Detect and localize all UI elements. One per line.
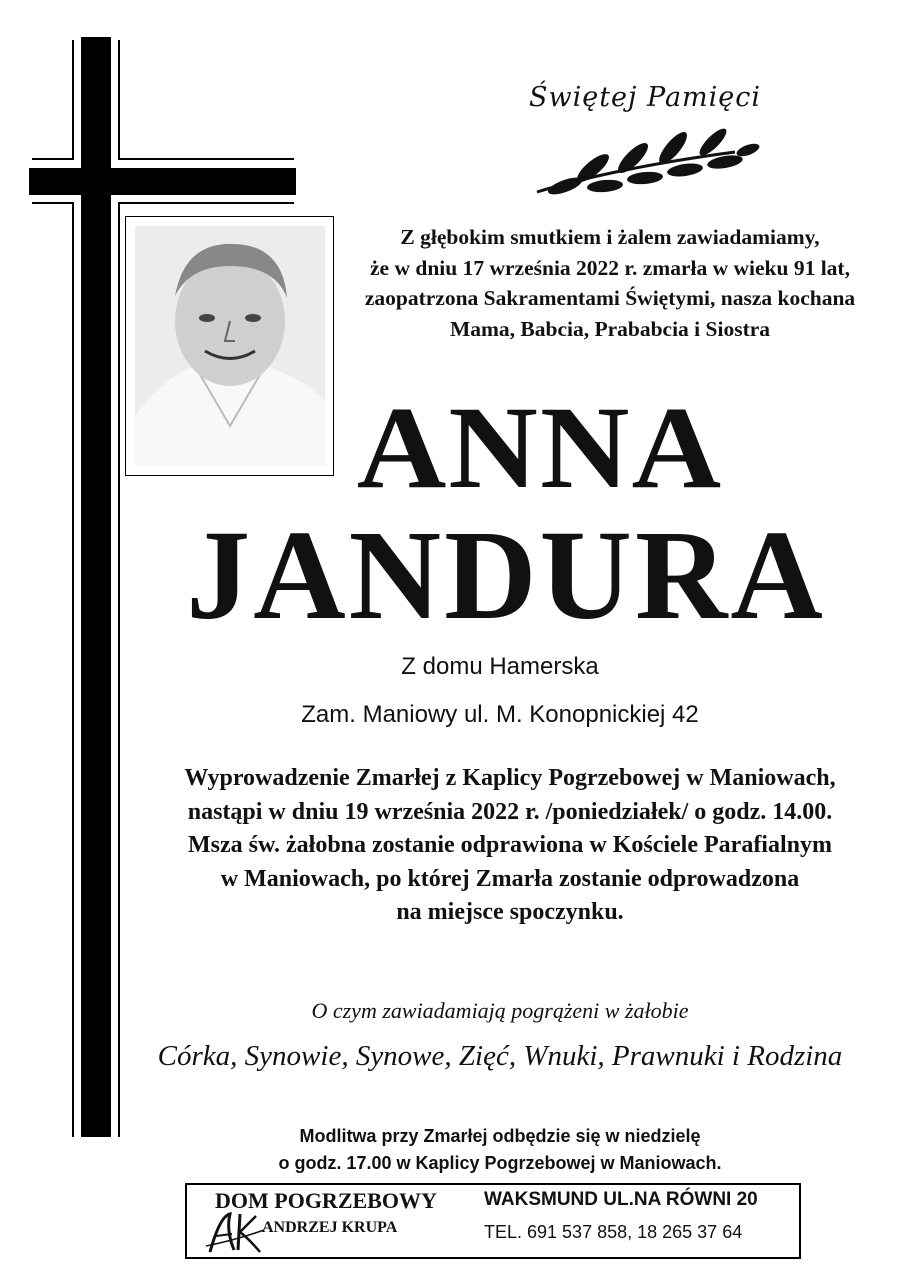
- header-title: Świętej Pamięci: [528, 82, 762, 113]
- portrait-photo: [135, 226, 325, 466]
- funeral-home-logo-icon: [206, 1210, 266, 1254]
- prayer-line: Modlitwa przy Zmarłej odbędzie się w niedzielę: [299, 1126, 701, 1146]
- announcement-intro: [330, 222, 890, 344]
- funeral-line: Msza św. żałobna zostanie odprawiona w Kościele Parafialnym: [188, 832, 832, 858]
- funeral-home-address: WAKSMUND UL.NA RÓWNI 20: [484, 1189, 758, 1210]
- deceased-address: Zam. Maniowy ul. M. Konopnickiej 42: [301, 701, 699, 728]
- funeral-line: nastąpi w dniu 19 września 2022 r. /poniedziałek/ o godz. 14.00.: [187, 798, 833, 825]
- deceased-first-name: ANNA: [356, 382, 724, 513]
- prayer-line: o godz. 17.00 w Kaplicy Pogrzebowej w Maniowach.: [278, 1153, 722, 1173]
- intro-line: że w dniu 17 września 2022 r. zmarła w wieku 91 lat,: [370, 255, 850, 280]
- deceased-last-name: JANDURA: [186, 504, 826, 646]
- funeral-line: na miejsce spoczynku.: [396, 899, 624, 925]
- intro-line: zaopatrzona Sakramentami Świętymi, nasza kochana: [364, 286, 856, 310]
- mourners-intro: O czym zawiadamiają pogrążeni w żałobie: [311, 998, 689, 1023]
- funeral-line: Wyprowadzenie Zmarłej z Kaplicy Pogrzebowej w Maniowach,: [184, 765, 836, 791]
- funeral-details: [120, 762, 900, 930]
- prayer-info: [150, 1123, 850, 1177]
- intro-line: Mama, Babcia, Prababcia i Siostra: [449, 316, 771, 341]
- funeral-line: w Maniowach, po której Zmarła zostanie odprowadzona: [220, 865, 800, 892]
- cross-vertical-bar: [81, 37, 111, 1137]
- funeral-home-owner: ANDRZEJ KRUPA: [262, 1219, 398, 1236]
- mourners-list: Córka, Synowie, Synowe, Zięć, Wnuki, Prawnuki i Rodzina: [157, 1040, 843, 1072]
- cross-horizontal-bar: [29, 168, 296, 195]
- intro-line: Z głębokim smutkiem i żalem zawiadamiamy,: [400, 225, 820, 249]
- maiden-name: Z domu Hamerska: [401, 653, 599, 680]
- funeral-home-phone: TEL. 691 537 858, 18 265 37 64: [484, 1222, 743, 1242]
- olive-branch-icon: [535, 128, 760, 200]
- funeral-home-name: DOM POGRZEBOWY: [215, 1188, 437, 1213]
